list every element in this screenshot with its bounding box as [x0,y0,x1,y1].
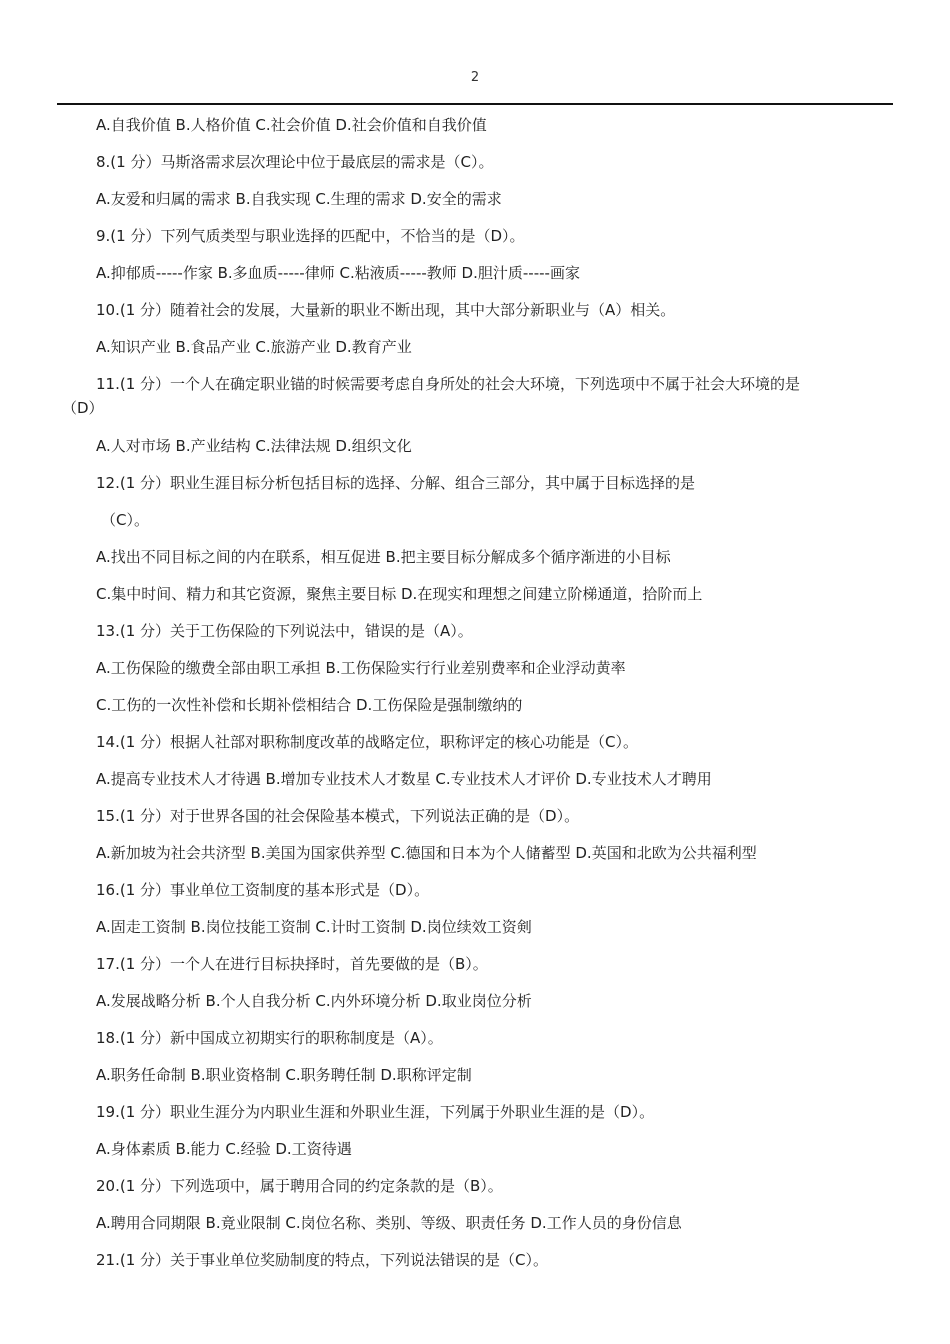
text-line: （C）。 [101,511,149,529]
text-line: A.抑郁质-----作家 B.多血质-----律师 C.粘液质-----教师 D.胆汁质-----画家 [96,264,580,282]
text-line-part: 11.(1 分）一个人在确定职业锚的时候需要考虑自身所处的社会大环境，下列选项中不属于社会大环境的是 [96,375,801,393]
text-line: 20.(1 分）下列选项中，属于聘用合同的约定条款的是（B）。 [96,1177,503,1195]
text-line: 8.(1 分）马斯洛需求层次理论中位于最底层的需求是（C）。 [96,153,494,171]
text-line: 19.(1 分）职业生涯分为内职业生涯和外职业生涯，下列属于外职业生涯的是（D）。 [96,1103,655,1121]
text-line: A.提高专业技术人才待遇 B.增加专业技术人才数星 C.专业技术人才评价 D.专业技术人才聘用 [96,770,712,788]
text-line: A.人对市场 B.产业结构 C.法律法规 D.组织文化 [96,437,412,455]
text-line: C.集中时间、精力和其它资源，聚焦主要目标 D.在现实和理想之间建立阶梯通道，拾阶而上 [96,585,703,603]
text-line: A.固走工资制 B.岗位技能工资制 C.计时工资制 D.岗位续效工资剣 [96,918,532,936]
text-line: A.发展战略分析 B.个人自我分析 C.内外环境分析 D.取业岗位分析 [96,992,532,1010]
text-line: 17.(1 分）一个人在进行目标抉择时，首先要做的是（B）。 [96,955,488,973]
text-line: 10.(1 分）随着社会的发展，大量新的职业不断出现，其中大部分新职业与（A）相关。 [96,301,676,319]
text-line: A.找出不同目标之间的内在联系，相互促进 B.把主要目标分解成多个循序渐进的小目标 [96,548,671,566]
text-line: A.自我价值 B.人格价值 C.社会价值 D.社会价值和自我价值 [96,116,487,134]
text-line: A.友爱和归属的需求 B.自我实现 C.生理的需求 D.安全的需求 [96,190,502,208]
text-line: 9.(1 分）下列气质类型与职业选择的匹配中，不恰当的是（D）。 [96,227,525,245]
text-line: 18.(1 分）新中国成立初期实行的职称制度是（A）。 [96,1029,443,1047]
text-line: A.聘用合同期限 B.竟业限制 C.岗位名称、类别、等级、职责任务 D.工作人员的身份信息 [96,1214,682,1232]
text-line: A.职务任命制 B.职业资格制 C.职务聘任制 D.职称评定制 [96,1066,472,1084]
text-line [0,372,950,434]
document-body [0,113,950,1285]
header-rule [57,103,893,105]
text-line: 14.(1 分）根据人社部对职称制度改革的战略定位，职称评定的核心功能是（C）。 [96,733,638,751]
text-line: C.工伤的一次性补偿和长期补偿相结合 D.工伤保险是强制缴纳的 [96,696,523,714]
text-line: A.工伤保险的缴费全部由职工承担 B.工伤保险实行行业差别费率和企业浮动黄率 [96,659,626,677]
text-line: 13.(1 分）关于工伤保险的下列说法中，错误的是（A）。 [96,622,473,640]
text-line: A.知识产业 B.食品产业 C.旅游产业 D.教育产业 [96,338,412,356]
text-line: 12.(1 分）职业生涯目标分析包括目标的选择、分解、组合三部分，其中属于目标选择的是 [96,474,696,492]
text-line: A.新加坡为社会共济型 B.美国为国家供养型 C.德国和日本为个人储蓄型 D.英国和北欧为公共福利型 [96,844,757,862]
text-line: 15.(1 分）对于世界各国的社会保险基本模式，下列说法正确的是（D）。 [96,807,580,825]
text-line: 16.(1 分）事业单位工资制度的基本形式是（D）。 [96,881,430,899]
text-line-part: （D） [62,399,104,417]
text-line: A.身体素质 B.能力 C.经验 D.工资待遇 [96,1140,352,1158]
text-line: 21.(1 分）关于事业单位奖励制度的特点，下列说法错误的是（C）。 [96,1251,548,1269]
page-number: 2 [470,70,480,85]
